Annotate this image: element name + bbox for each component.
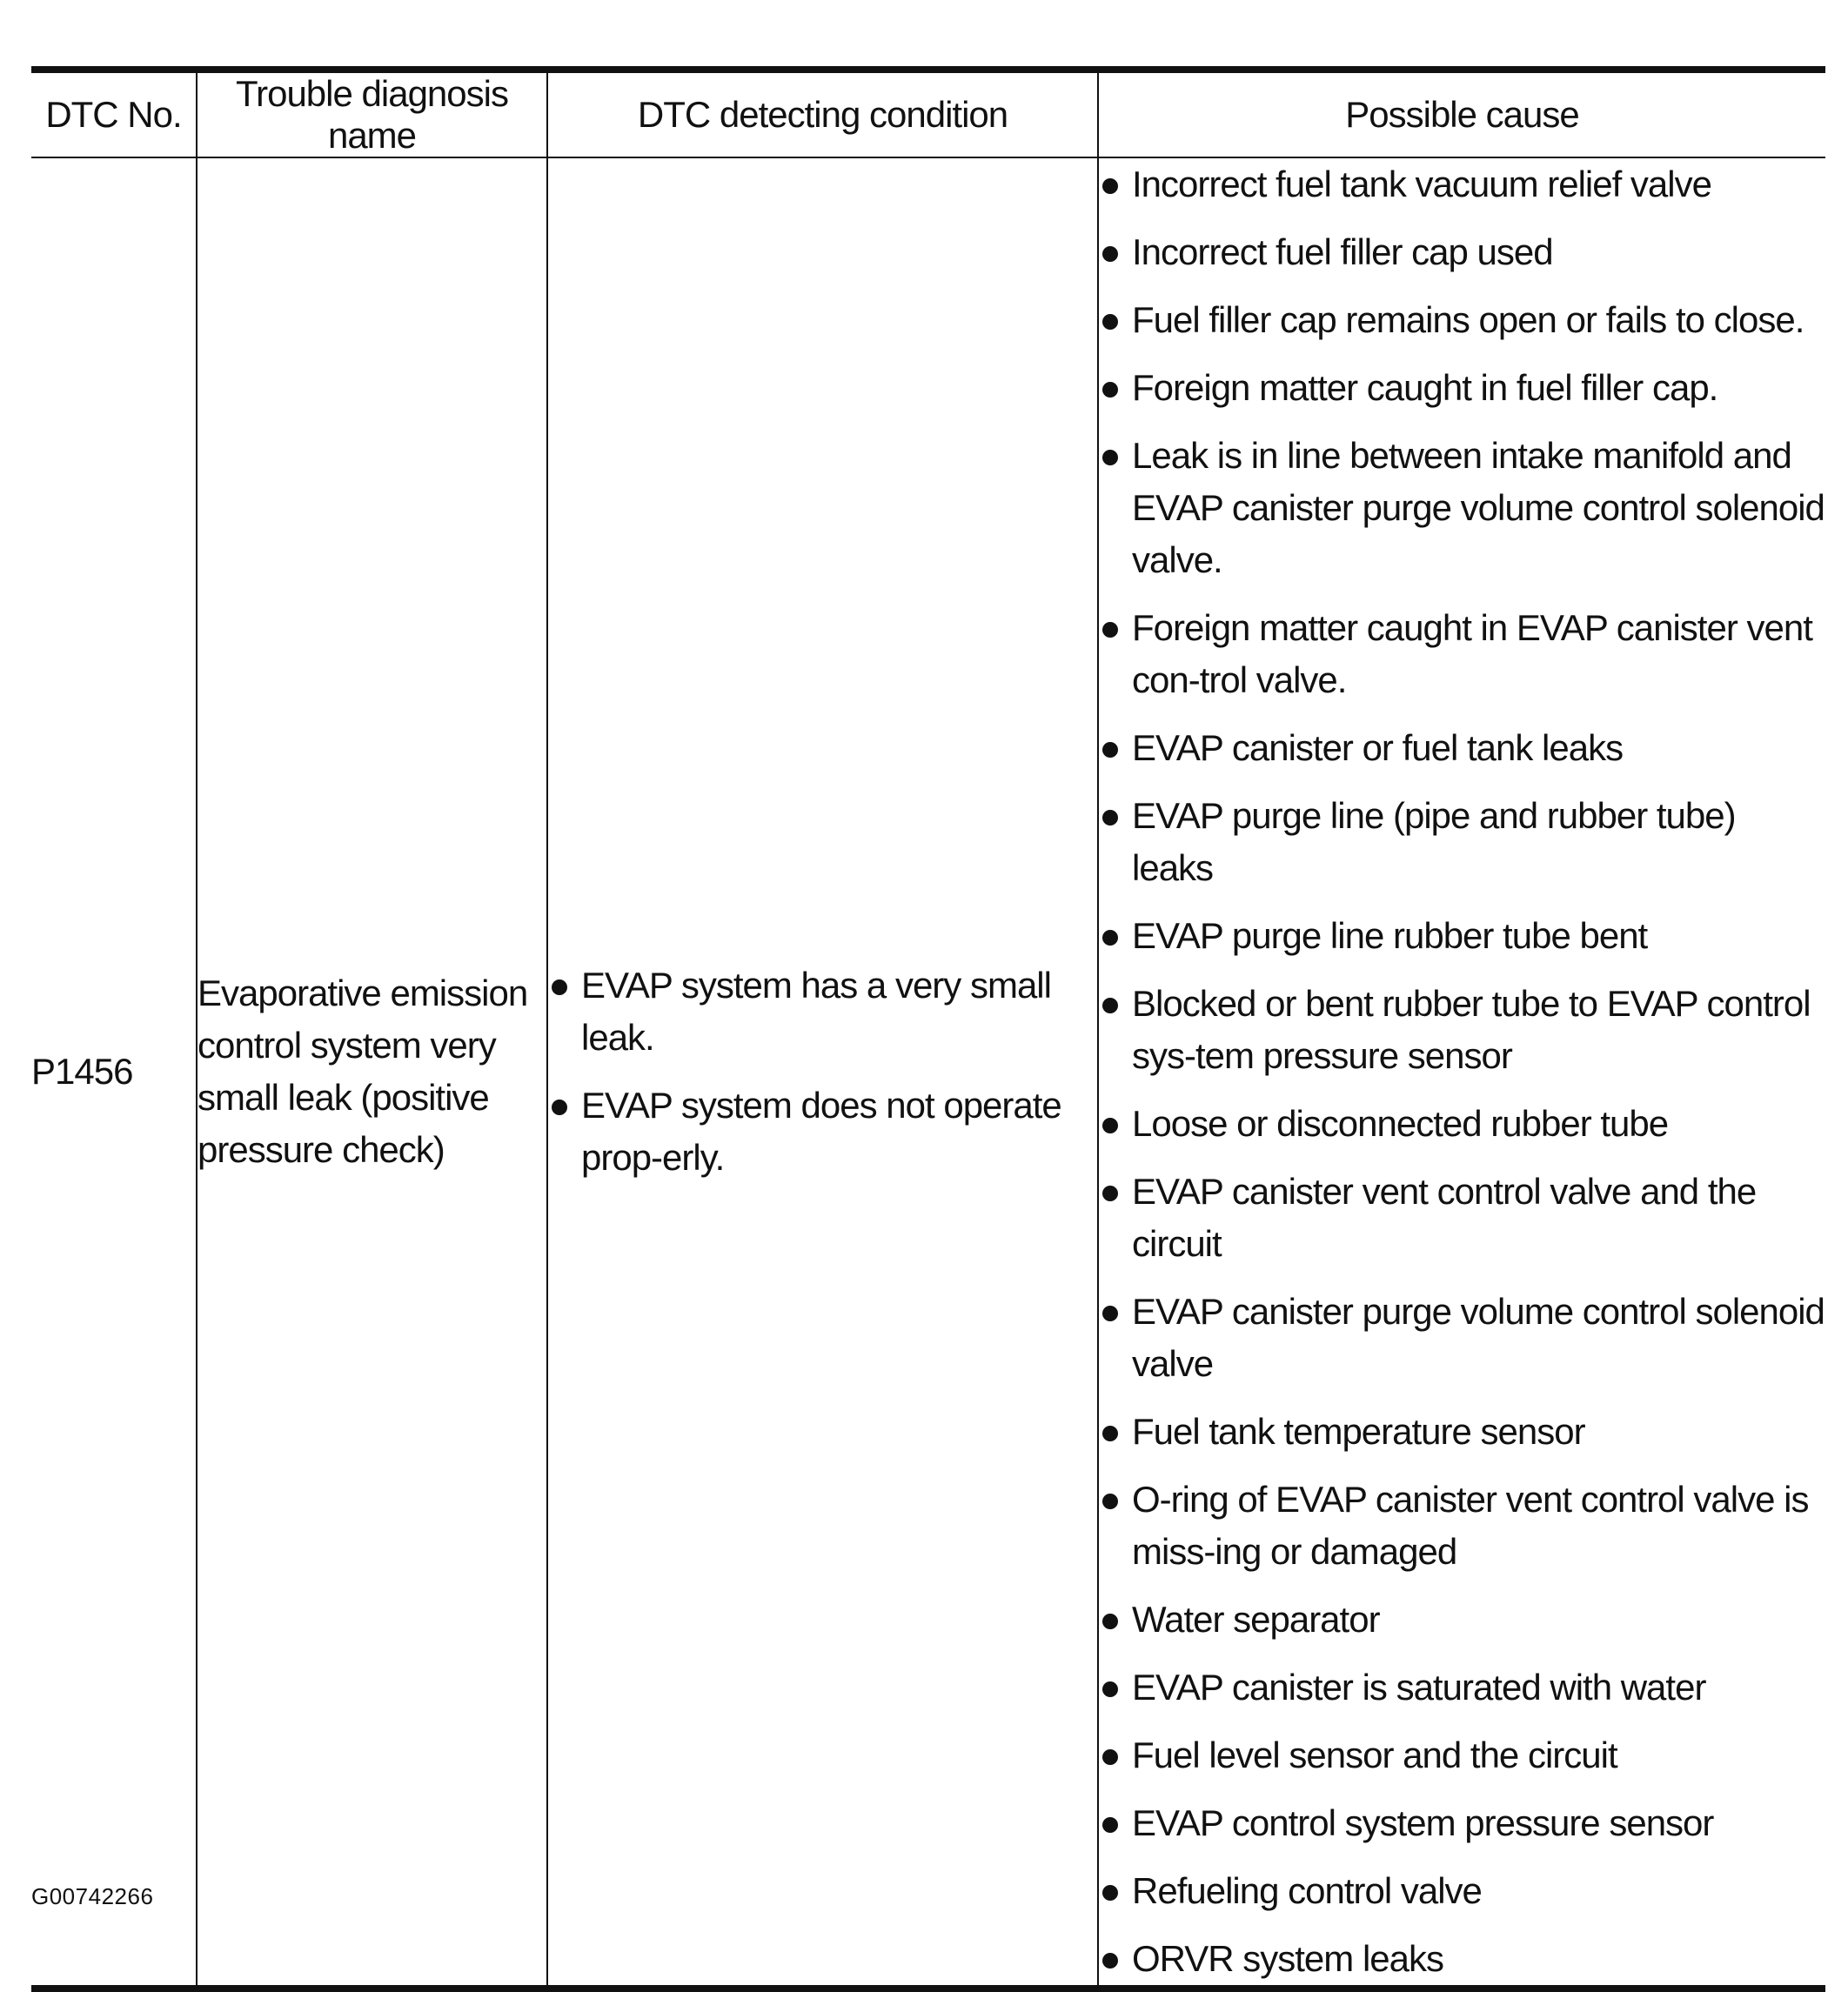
cause-item-text: EVAP canister vent control valve and the circuit (1132, 1171, 1757, 1264)
cause-item (1099, 722, 1825, 774)
header-dtc-no: DTC No. (31, 70, 197, 157)
bullet-icon (1102, 622, 1118, 638)
bullet-icon (1102, 1494, 1118, 1509)
cause-item (1099, 602, 1825, 706)
cause-item-text: EVAP canister purge volume control solenoid valve (1132, 1291, 1825, 1384)
cell-possible-cause (1098, 157, 1825, 1989)
cause-item (1099, 978, 1825, 1082)
bullet-icon (1102, 178, 1118, 194)
bullet-icon (1102, 382, 1118, 398)
cause-item (1099, 1729, 1825, 1781)
bullet-icon (1102, 1306, 1118, 1321)
cell-trouble-diagnosis-name: Evaporative emission control system very small leak (positive pressure check) (197, 157, 547, 1989)
cause-item-text: Refueling control valve (1132, 1870, 1482, 1911)
bullet-icon (1102, 1749, 1118, 1765)
cause-item-text: Loose or disconnected rubber tube (1132, 1103, 1669, 1144)
cause-item (1099, 1865, 1825, 1917)
cell-detecting-condition (547, 157, 1098, 1989)
cause-item (1099, 1797, 1825, 1849)
cause-item-text: EVAP control system pressure sensor (1132, 1802, 1714, 1843)
cause-item-text: ORVR system leaks (1132, 1938, 1443, 1979)
cause-item (1099, 1166, 1825, 1270)
cause-item-text: EVAP purge line rubber tube bent (1132, 915, 1648, 956)
cause-item (1099, 1933, 1825, 1985)
cause-item-text: Incorrect fuel tank vacuum relief valve (1132, 164, 1711, 204)
bullet-icon (1102, 246, 1118, 262)
cause-item-text: Water separator (1132, 1599, 1380, 1640)
cause-item-text: Leak is in line between intake manifold and EVAP canister purge volume control solenoid valve. (1132, 435, 1825, 580)
header-possible-cause: Possible cause (1098, 70, 1825, 157)
cause-item-text: EVAP canister is saturated with water (1132, 1667, 1706, 1708)
bullet-icon (1102, 1118, 1118, 1133)
cause-item (1099, 1286, 1825, 1390)
cause-item (1099, 294, 1825, 346)
bullet-icon (1102, 1817, 1118, 1833)
cause-item-text: Fuel filler cap remains open or fails to close. (1132, 299, 1804, 340)
cause-item (1099, 1406, 1825, 1458)
table-row (31, 157, 1825, 1989)
cause-list (1099, 158, 1825, 1985)
bullet-icon (1102, 1953, 1118, 1969)
dtc-table-container (31, 66, 1825, 1992)
cause-item (1099, 226, 1825, 278)
cause-item (1099, 430, 1825, 586)
condition-item (548, 959, 1097, 1064)
header-detecting-condition: DTC detecting condition (547, 70, 1098, 157)
cause-item (1099, 1474, 1825, 1578)
cause-item (1099, 158, 1825, 211)
cause-item (1099, 1594, 1825, 1646)
bullet-icon (1102, 998, 1118, 1013)
cause-item-text: Incorrect fuel filler cap used (1132, 231, 1553, 272)
cell-dtc-no: P1456 (31, 1051, 133, 1092)
cause-item-text: Blocked or bent rubber tube to EVAP control sys-tem pressure sensor (1132, 983, 1811, 1076)
cause-item (1099, 910, 1825, 962)
condition-item-text: EVAP system does not operate prop-erly. (581, 1085, 1061, 1178)
bullet-icon (1102, 450, 1118, 465)
bullet-icon (1102, 1186, 1118, 1201)
bullet-icon (1102, 1614, 1118, 1629)
bullet-icon (1102, 1885, 1118, 1901)
bullet-icon (1102, 930, 1118, 946)
bullet-icon (552, 1100, 567, 1115)
cause-item-text: Fuel level sensor and the circuit (1132, 1735, 1617, 1775)
figure-id: G00742266 (31, 1883, 154, 1909)
cause-item (1099, 790, 1825, 894)
header-trouble-diagnosis-name: Trouble diagnosis name (197, 70, 547, 157)
bullet-icon (1102, 1426, 1118, 1441)
cause-item-text: Foreign matter caught in EVAP canister vent con-trol valve. (1132, 607, 1812, 700)
cause-item-text: Fuel tank temperature sensor (1132, 1411, 1585, 1452)
dtc-table (31, 66, 1825, 1992)
bullet-icon (1102, 810, 1118, 826)
bullet-icon (552, 979, 567, 995)
table-header-row (31, 70, 1825, 157)
cause-item-text: EVAP purge line (pipe and rubber tube) leaks (1132, 795, 1736, 888)
bullet-icon (1102, 1681, 1118, 1697)
condition-item (548, 1080, 1097, 1184)
bullet-icon (1102, 742, 1118, 758)
condition-item-text: EVAP system has a very small leak. (581, 965, 1051, 1058)
cause-item (1099, 362, 1825, 414)
bullet-icon (1102, 314, 1118, 330)
cause-item-text: O-ring of EVAP canister vent control valve is miss-ing or damaged (1132, 1479, 1809, 1572)
condition-list (548, 959, 1097, 1184)
cause-item-text: Foreign matter caught in fuel filler cap. (1132, 367, 1718, 408)
cause-item (1099, 1098, 1825, 1150)
cause-item-text: EVAP canister or fuel tank leaks (1132, 727, 1624, 768)
cause-item (1099, 1661, 1825, 1714)
